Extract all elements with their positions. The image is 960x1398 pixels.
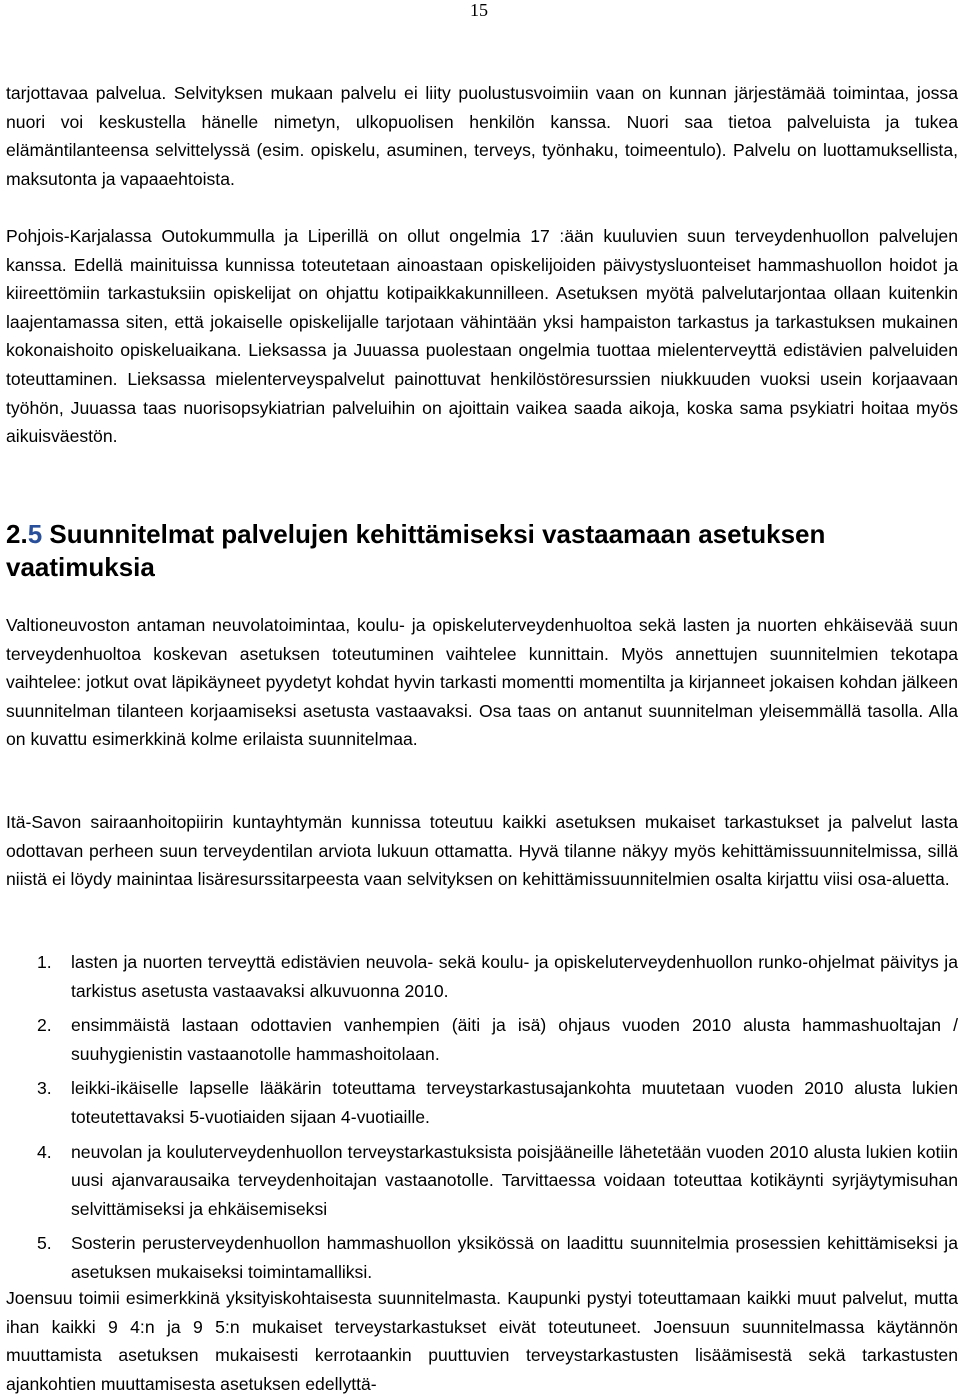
paragraph-youth-service: tarjottavaa palvelua. Selvityksen mukaan palvelu ei liity puolustusvoimiin vaan on kunnan järjestämää toimintaa, jossa nuori voi keskustella hänelle nimetyn, ulkopuolisen henkilön kanssa. Nuori saa tietoa palveluista ja tukea elämäntilanteensa selvittelyssä (esim. opiskelu, asuminen, terveys, työnhaku, toimeentulo). Palvelu on luottamuksellista, maksutonta ja vapaaehtoista. — [6, 83, 958, 189]
section-number — [6, 519, 42, 549]
section-title: Suunnitelmat palvelujen kehittämiseksi vastaamaan asetuksen vaatimuksia — [6, 519, 826, 582]
paragraph-plans-overview: Valtioneuvoston antaman neuvolatoimintaa, koulu- ja opiskeluterveydenhuoltoa sekä lasten ja nuorten ehkäisevää suun terveydenhuoltoa koskevan asetuksen toteutuminen vaihtelee kunnittain. Myös annettujen suunnitelmien tekotapa vaihtelee: jotkut ovat läpikäyneet pyydetyt kohdat hyvin tarkasti momentti momentilta ja kirjanneet jokaisen kohdan jälkeen suunnitelman tilanteen korjaamiseksi asetusta vastaavaksi. Osa taas on antanut suunnitelman yleisemmällä tasolla. Alla on kuvattu esimerkkinä kolme erilaista suunnitelmaa. — [6, 615, 958, 750]
list-item-text: lasten ja nuorten terveyttä edistävien neuvola- sekä koulu- ja opiskeluterveydenhuollon runko-ohjelmat päivitys ja tarkistus asetusta vastaavaksi alkuvuonna 2010. — [71, 952, 958, 1001]
development-areas-list — [0, 948, 958, 1293]
list-item-text: Sosterin perusterveydenhuollon hammashuollon yksikössä on laadittu suunnitelmia prosessien kehittämiseksi ja asetuksen mukaiseksi toimintamalliksi. — [71, 1233, 958, 1282]
section-number-minor: 5 — [27, 519, 43, 549]
list-item-text: neuvolan ja kouluterveydenhuollon terveystarkastuksista poisjääneille lähetetään vuoden 2010 alusta lukien kotiin uusi ajanvarausaika terveydenhoitajan vastaanotolle. Tarvittaessa voidaan toteuttaa kotikäynti syrjäytymisuhan selvittämiseksi ja ehkäisemiseksi — [71, 1141, 958, 1219]
section-heading — [6, 518, 936, 584]
paragraph-ita-savo: Itä-Savon sairaanhoitopiirin kuntayhtymän kunnissa toteutuu kaikki asetuksen mukaiset tarkastukset ja palvelut lasta odottavan perheen suun terveydentilan arviota lukuun ottamatta. Hyvä tilanne näkyy myös kehittämissuunnitelmissa, sillä niistä ei löydy mainintaa lisäresurssitarpeesta vaan selvityksen on kehittämissuunnitelmien osalta kirjattu viisi osa-aluetta. — [6, 812, 958, 890]
paragraph-pohjois-karjala: Pohjois-Karjalassa Outokummulla ja Liperillä on ollut ongelmia 17 :ään kuuluvien suun terveydenhuollon palvelujen kanssa. Edellä mainituissa kunnissa toteutetaan ainoastaan opiskelijoiden päivystysluonteiset hammashuollon hoidot ja kiireettömiin tarkastuksiin opiskelijat on ohjattu kotipaikkakunnilleen. Asetuksen myötä palvelutarjontaa ollaan kuitenkin laajentamassa siten, että jokaiselle opiskelijalle tarjotaan vähintään yksi hampaiston tarkastus ja tarkastuksen mukainen kokonaishoito opiskeluaikana. Lieksassa ja Juuassa puolestaan ongelmia tuottaa mielenterveyttä edistävien palveluiden toteuttaminen. Lieksassa mielenterveyspalvelut painottuvat henkilöstöresurssien niukkuuden vuoksi usein korjaavaan työhön, Juuassa taas nuorisopsykiatrian palveluihin on ajoittain vaikea saada aikoja, koska sama psykiatri hoitaa myös aikuisväestön. — [6, 226, 958, 447]
list-item-text: ensimmäistä lastaan odottavien vanhempien (äiti ja isä) ohjaus vuoden 2010 alusta hammashuoltajan / suuhygienistin vastaanotolle hammashoitolaan. — [71, 1015, 958, 1064]
list-item — [0, 1074, 958, 1131]
list-item-number: 4. — [37, 1141, 52, 1162]
paragraph-joensuu: Joensuu toimii esimerkkinä yksityiskohtaisesta suunnitelmasta. Kaupunki pystyi toteuttamaan kaikki muut palvelut, mutta ihan kaikki 9 4:n ja 9 5:n mukaiset terveystarkastukset eivät toteutuneet. Joensuun suunnitelmassa käytännön muuttamista asetuksen mukaisesti kerrotaankin puuttuvien terveystarkastusten lisäämisestä sekä tarkastusten ajankohtien muuttamisesta asetuksen edellyttä- — [6, 1288, 958, 1394]
list-item-number: 1. — [37, 952, 52, 972]
list-item-number: 2. — [37, 1015, 52, 1036]
list-item — [0, 948, 958, 1005]
list-item — [0, 1229, 958, 1286]
list-item-number: 5. — [37, 1233, 52, 1254]
list-item-text: leikki-ikäiselle lapselle lääkärin toteuttama terveystarkastusajankohta muutetaan vuoden 2010 alusta lukien toteutettavaksi 5-vuotiaiden sijaan 4-vuotiaille. — [71, 1078, 958, 1127]
list-item-number: 3. — [37, 1078, 52, 1099]
section-number-major: 2. — [6, 519, 28, 549]
page-number: 15 — [470, 0, 488, 20]
list-item — [0, 1011, 958, 1068]
list-item — [0, 1138, 958, 1224]
